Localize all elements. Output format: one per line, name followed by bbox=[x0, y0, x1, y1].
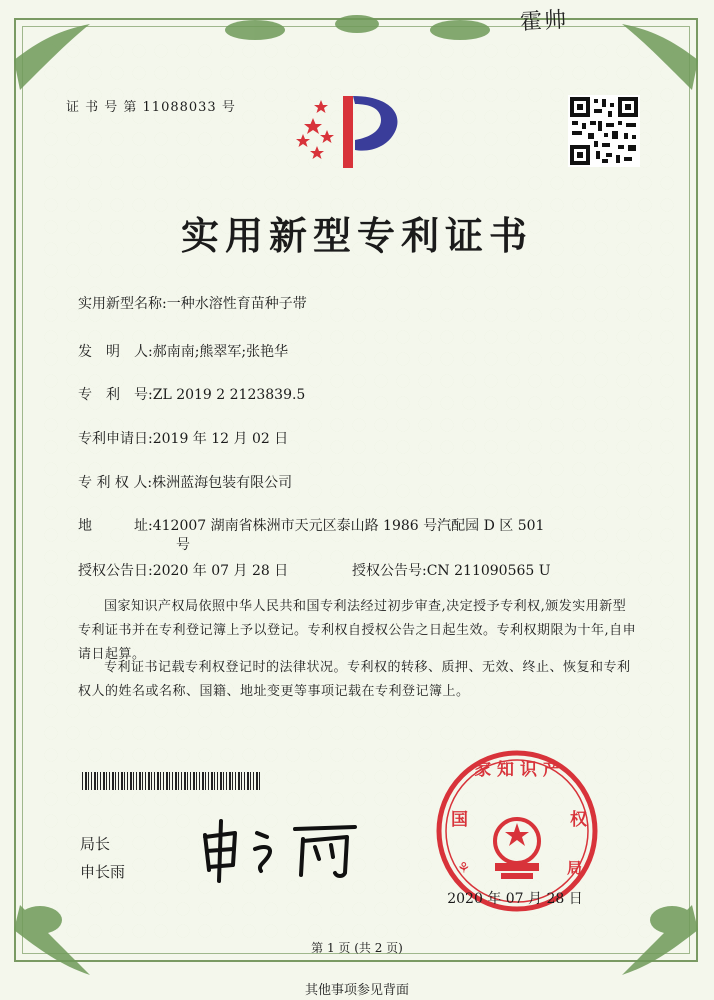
certificate-title: 实用新型专利证书 bbox=[180, 214, 533, 258]
svg-text:国: 国 bbox=[451, 810, 468, 830]
field-address-line2: 号 bbox=[176, 537, 190, 553]
field-label: 授权公告号: bbox=[352, 563, 427, 579]
field-value: 2020 年 07 月 28 日 bbox=[152, 563, 289, 579]
field-address bbox=[78, 515, 544, 535]
qr-code bbox=[568, 95, 640, 167]
field-value: 一种水溶性育苗种子带 bbox=[166, 296, 307, 312]
field-value: 2019 年 12 月 02 日 bbox=[152, 431, 289, 447]
seal-date: 2020 年 07 月 28 日 bbox=[447, 891, 583, 907]
field-label: 授权公告日: bbox=[78, 563, 153, 579]
svg-text:⚘: ⚘ bbox=[457, 859, 471, 877]
field-value: 株洲蓝海包装有限公司 bbox=[152, 475, 293, 491]
field-label: 专利申请日: bbox=[78, 431, 153, 447]
svg-text:家 知 识 产: 家 知 识 产 bbox=[474, 760, 560, 780]
field-utility-model-name bbox=[78, 293, 307, 313]
signature-image bbox=[195, 815, 365, 885]
field-grant-number bbox=[352, 560, 551, 580]
field-filing-date bbox=[78, 428, 288, 448]
cnipa-logo-icon bbox=[295, 88, 410, 173]
field-value: 412007 湖南省株洲市天元区泰山路 1986 号汽配园 D 区 501 bbox=[152, 518, 545, 534]
field-label: 实用新型名称: bbox=[78, 296, 167, 312]
field-value: 郝南南;熊翠军;张艳华 bbox=[152, 344, 289, 360]
page-number: 第 1 页 (共 2 页) bbox=[311, 941, 403, 955]
field-label: 发 明 人: bbox=[78, 344, 153, 360]
svg-text:权: 权 bbox=[570, 810, 587, 830]
statement-paragraph-1: 国家知识产权局依照中华人民共和国专利法经过初步审查,决定授予专利权,颁发实用新型专利证书并在专利登记簿上予以登记。专利权自授权公告之日起生效。专利权期限为十年,自申请日起算。 bbox=[78, 599, 637, 662]
official-name: 申长雨 bbox=[80, 863, 126, 881]
certificate-number: 证 书 号 第 11088033 号 bbox=[66, 100, 236, 115]
back-note: 其他事项参见背面 bbox=[304, 983, 409, 998]
barcode bbox=[82, 772, 262, 790]
field-grant-date bbox=[78, 560, 288, 580]
field-label: 专 利 权 人: bbox=[78, 475, 153, 491]
field-label: 专 利 号: bbox=[78, 387, 153, 403]
field-label: 地 址: bbox=[78, 518, 153, 534]
handwritten-note: 霍帅 bbox=[519, 7, 569, 36]
field-patentee bbox=[78, 472, 292, 492]
svg-text:局: 局 bbox=[567, 859, 583, 877]
field-inventor bbox=[78, 341, 288, 361]
field-value: CN 211090565 U bbox=[426, 563, 551, 579]
field-value: ZL 2019 2 2123839.5 bbox=[152, 387, 306, 403]
statement-paragraph-2: 专利证书记载专利权登记时的法律状况。专利权的转移、质押、无效、终止、恢复和专利权人的姓名或名称、国籍、地址变更等事项记载在专利登记簿上。 bbox=[78, 660, 631, 699]
field-patent-number bbox=[78, 384, 305, 404]
official-title: 局长 bbox=[80, 835, 111, 853]
